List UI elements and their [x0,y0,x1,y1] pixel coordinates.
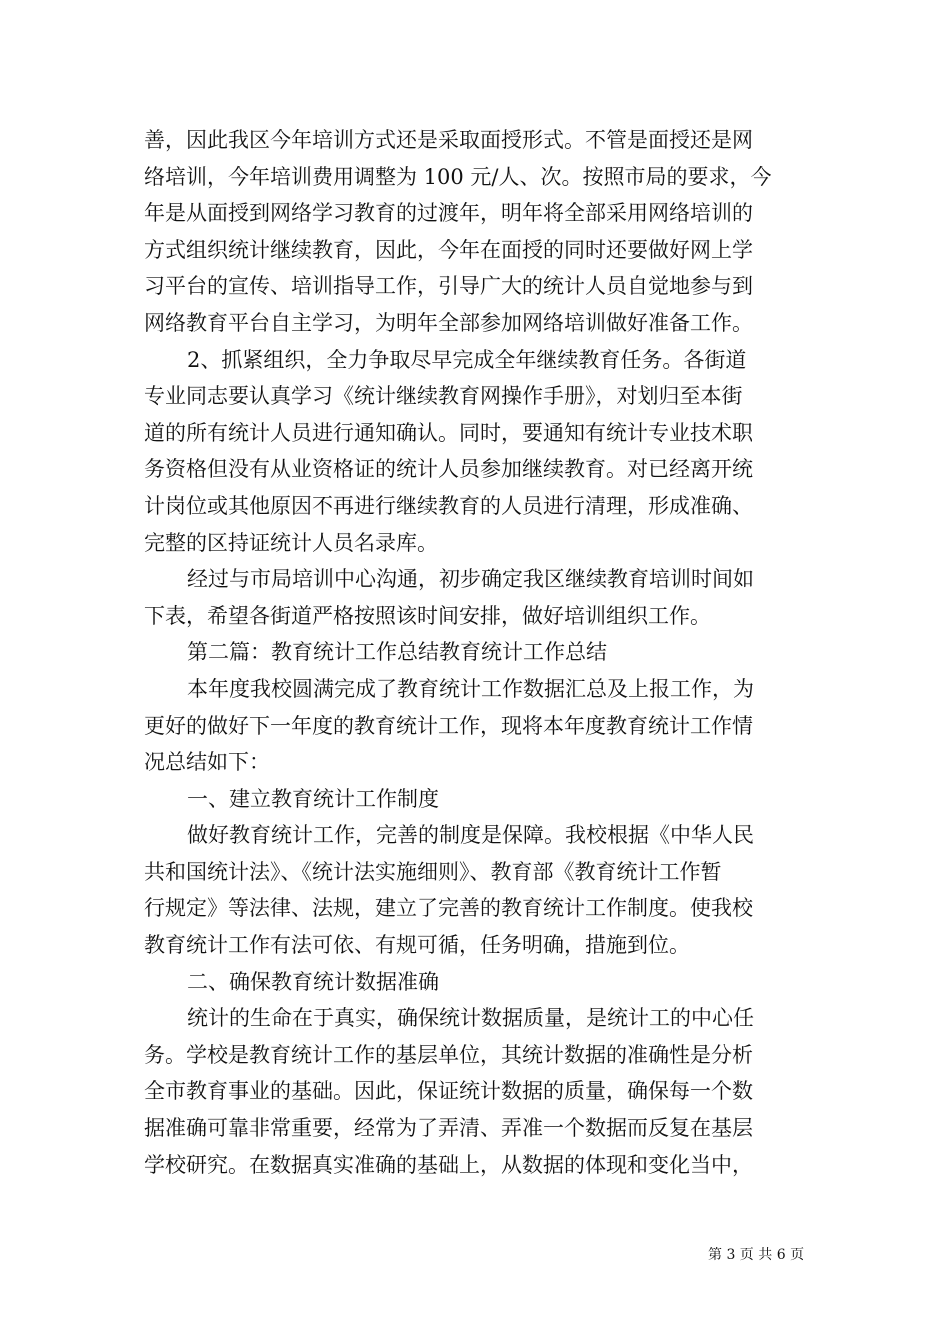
text-line: 年是从面授到网络学习教育的过渡年，明年将全部采用网络培训的 [144,201,753,226]
page-number-footer: 第 3 页 共 6 页 [708,1247,805,1263]
text-line: 下表，希望各街道严格按照该时间安排，做好培训组织工作。 [144,603,711,628]
paragraph-first-line: 做好教育统计工作，完善的制度是保障。我校根据《中华人民 [187,823,754,848]
text-line: 行规定》等法律、法规，建立了完善的教育统计工作制度。使我校 [144,896,753,921]
text-line: 据准确可靠非常重要，经常为了弄清、弄准一个数据而反复在基层 [144,1116,753,1141]
text-line: 道的所有统计人员进行通知确认。同时，要通知有统计专业技术职 [144,420,753,445]
text-line: 善，因此我区今年培训方式还是采取面授形式。不管是面授还是网 [144,128,753,152]
subsection-heading: 一、建立教育统计工作制度 [187,786,439,811]
text-line: 方式组织统计继续教育，因此，今年在面授的同时还要做好网上学 [144,237,753,262]
section-heading: 第二篇：教育统计工作总结教育统计工作总结 [187,640,607,665]
text-line: 络培训，今年培训费用调整为 100 元/人、次。按照市局的要求，今 [144,164,772,189]
text-line: 更好的做好下一年度的教育统计工作，现将本年度教育统计工作情 [144,713,753,738]
text-line: 全市教育事业的基础。因此，保证统计数据的质量，确保每一个数 [144,1079,753,1104]
paragraph-first-line: 经过与市局培训中心沟通，初步确定我区继续教育培训时间如 [187,567,754,592]
text-line: 习平台的宣传、培训指导工作，引导广大的统计人员自觉地参与到 [144,274,753,299]
paragraph-first-line: 2、抓紧组织，全力争取尽早完成全年继续教育任务。各街道 [187,347,747,372]
document-body [144,122,810,1183]
paragraph-first-line: 本年度我校圆满完成了教育统计工作数据汇总及上报工作，为 [187,676,754,701]
subsection-heading: 二、确保教育统计数据准确 [187,969,439,994]
text-line: 网络教育平台自主学习，为明年全部参加网络培训做好准备工作。 [144,310,753,335]
text-line: 完整的区持证统计人员名录库。 [144,530,438,555]
text-line: 务。学校是教育统计工作的基层单位，其统计数据的准确性是分析 [144,1042,753,1067]
text-line: 专业同志要认真学习《统计继续教育网操作手册》，对划归至本街 [144,384,743,409]
text-line: 共和国统计法》、《统计法实施细则》、教育部《教育统计工作暂 [144,859,722,884]
paragraph-first-line: 统计的生命在于真实，确保统计数据质量，是统计工的中心任 [187,1006,754,1031]
text-line: 计岗位或其他原因不再进行继续教育的人员进行清理，形成准确、 [144,493,753,518]
text-line: 学校研究。在数据真实准确的基础上，从数据的体现和变化当中， [144,1152,753,1177]
text-line: 况总结如下： [144,750,270,775]
text-line: 务资格但没有从业资格证的统计人员参加继续教育。对已经离开统 [144,457,753,482]
text-line: 教育统计工作有法可依、有规可循，任务明确，措施到位。 [144,933,690,958]
